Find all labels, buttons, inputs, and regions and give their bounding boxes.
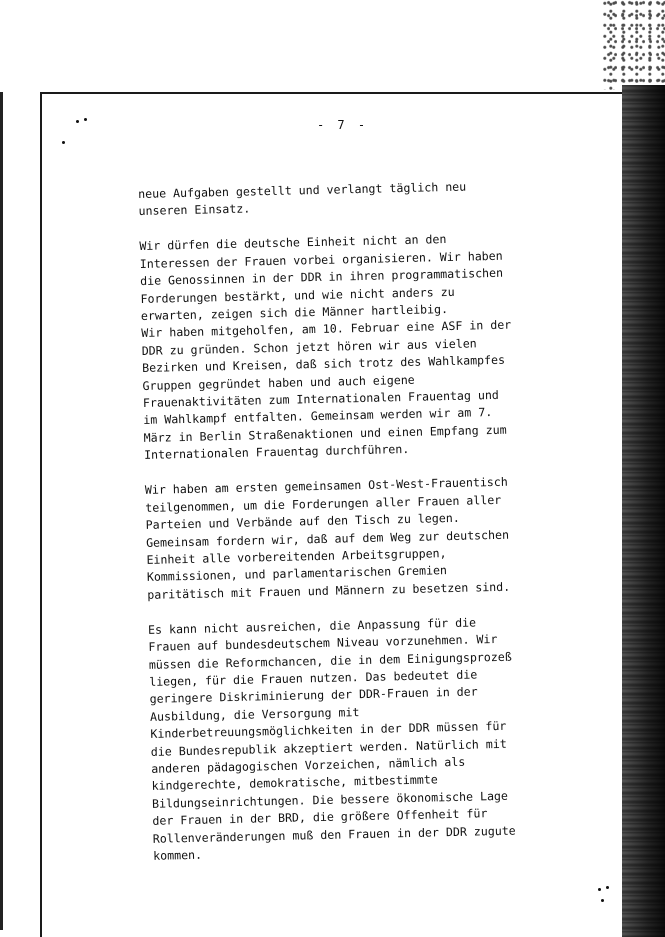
text-line: Parteien und Verbände auf den Tisch zu legen. <box>145 510 460 533</box>
scan-dot-mark <box>606 886 609 889</box>
text-line: die Genossinnen in der DDR in ihren programmatischen <box>140 265 504 289</box>
text-line: Kommissionen, und parlamentarischen Gremien <box>146 563 448 585</box>
text-line: anderen pädagogischen Vorzeichen, nämlich als <box>151 754 466 776</box>
text-line: im Wahlkampf entfalten. Gemeinsam werden wir am 7. <box>143 405 493 428</box>
scan-speckle-noise <box>603 0 665 90</box>
text-line: Internationalen Frauentag durchführen. <box>143 442 410 463</box>
text-line: Gruppen gegründet haben und auch eigene <box>142 372 415 393</box>
text-line: erwarten, zeigen sich die Männer hartleibig. <box>140 302 449 323</box>
text-line: Einheit alle vorbereitenden Arbeitsgruppen, <box>146 546 447 567</box>
text-line: Es kann nicht ausreichen, die Anpassung für die <box>147 615 477 637</box>
text-line: Wir dürfen die deutsche Einheit nicht an den <box>139 232 447 254</box>
text-line: Wir haben am ersten gemeinsamen Ost-West-Frauentisch <box>144 474 508 498</box>
scan-dot-mark <box>601 899 604 902</box>
scan-right-shadow <box>622 85 665 937</box>
paragraph-4 <box>148 612 573 865</box>
text-line: müssen die Reformchancen, die in dem Einigungsprozeß <box>148 649 512 672</box>
text-line: Frauen auf bundesdeutschem Niveau vorzunehmen. Wir <box>148 632 498 655</box>
page-left-edge <box>40 92 42 937</box>
page-top-edge <box>40 92 625 94</box>
text-line: Forderungen bestärkt, und wie nicht anders zu <box>140 284 455 306</box>
text-line: Kinderbetreuungsmöglichkeiten in der DDR müssen für <box>150 718 507 742</box>
text-line: Gemeinsam fordern wir, daß auf dem Weg zur deutschen <box>145 527 510 550</box>
text-line: Rollenveränderungen muß den Frauen in der DDR zugute <box>152 823 516 846</box>
text-line: unseren Einsatz. <box>138 201 251 219</box>
text-line: Ausbildung, die Versorgung mit <box>149 704 360 724</box>
text-line: liegen, für die Frauen nutzen. Das bedeutet die <box>149 667 478 689</box>
text-line: die Bundesrepublik akzeptiert werden. Natürlich mit <box>150 736 507 759</box>
text-line: März in Berlin Straßenaktionen und einen Empfang zum <box>143 422 507 445</box>
paragraph-2 <box>139 229 564 465</box>
text-line: Bezirken und Kreisen, daß sich trotz des Wahlkampfes <box>141 352 506 376</box>
paragraph-1 <box>138 176 559 220</box>
text-line: neue Aufgaben gestellt und verlangt täglich neu <box>138 179 467 201</box>
scan-dot-mark <box>62 141 65 144</box>
text-line: der Frauen in der BRD, die größere Offenheit für <box>152 806 488 829</box>
paragraph-3 <box>145 473 568 604</box>
text-line: kommen. <box>153 847 203 863</box>
text-line: Frauenaktivitäten zum Internationalen Frauentag und <box>142 387 499 411</box>
text-line: Interessen der Frauen vorbei organisieren. Wir haben <box>139 248 503 271</box>
text-line: teilgenommen, um die Forderungen aller Frauen aller <box>145 492 502 515</box>
letter-body <box>138 176 574 882</box>
text-line: geringere Diskriminierung der DDR-Frauen in der <box>149 684 478 707</box>
text-line: kindgerechte, demokratische, mitbestimmte <box>151 772 438 794</box>
scan-left-margin-bar <box>0 92 3 930</box>
text-line: Wir haben mitgeholfen, am 10. Februar eine ASF in der <box>141 318 512 341</box>
text-line: paritätisch mit Frauen und Männern zu besetzen sind. <box>147 579 511 602</box>
text-line: DDR zu gründen. Schon jetzt hören wir aus vielen <box>141 336 477 358</box>
page-number: - 7 - <box>316 118 369 132</box>
text-line: Bildungseinrichtungen. Die bessere ökonomische Lage <box>151 788 509 811</box>
scan-dot-mark <box>598 888 601 891</box>
